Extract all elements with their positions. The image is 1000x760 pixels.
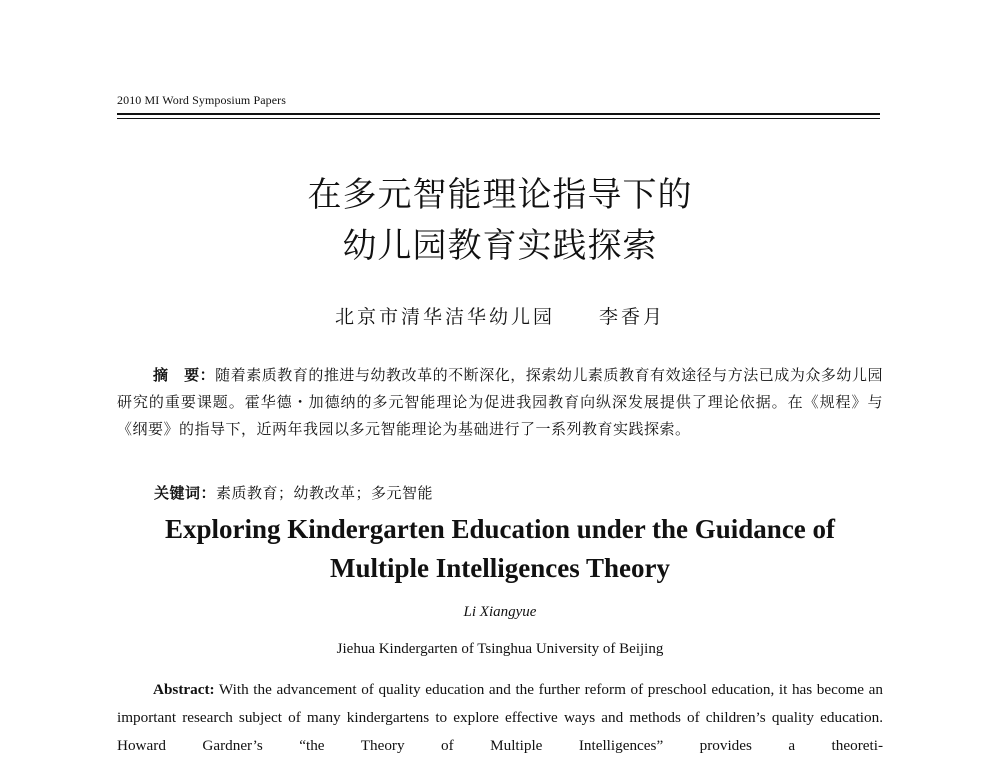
english-abstract	[117, 676, 883, 760]
english-abstract-label: Abstract:	[153, 681, 215, 698]
chinese-abstract	[117, 362, 883, 443]
header-rule-thick	[117, 113, 880, 115]
chinese-affiliation: 北京市清华洁华幼儿园	[334, 306, 555, 328]
chinese-keywords-text: 素质教育；幼教改革；多元智能	[216, 484, 434, 502]
chinese-title-line-1: 在多元智能理论指导下的	[307, 175, 693, 215]
english-affiliation: Jiehua Kindergarten of Tsinghua University of Beijing	[336, 641, 664, 657]
english-abstract-text: With the advancement of quality education and the further reform of preschool education, it has become an important research subject of many kindergartens to explore effective ways and methods of children’s quality education. Howard Gardner’s “the Theory of Multiple Intelligences” provides a theoreti-	[117, 681, 883, 754]
english-author: Li Xiangyue	[463, 604, 537, 620]
chinese-abstract-label: 摘 要：	[153, 366, 216, 384]
chinese-author: 李香月	[599, 306, 666, 328]
header-rule-thin	[117, 118, 880, 119]
chinese-byline	[0, 302, 1000, 329]
chinese-abstract-text: 随着素质教育的推进与幼教改革的不断深化，探索幼儿素质教育有效途径与方法已成为众多幼儿园研究的重要课题。霍华德・加德纳的多元智能理论为促进我园教育向纵深发展提供了理论依据。在《规程》与《纲要》的指导下，近两年我园以多元智能理论为基础进行了一系列教育实践探索。	[117, 366, 883, 438]
chinese-title-line-2: 幼儿园教育实践探索	[342, 226, 658, 266]
chinese-keywords-label: 关键词：	[154, 484, 217, 502]
english-title-line-2: Multiple Intelligences Theory	[330, 553, 670, 583]
running-header: 2010 MI Word Symposium Papers	[117, 93, 287, 107]
chinese-keywords	[154, 482, 433, 503]
english-title-line-1: Exploring Kindergarten Education under the Guidance of	[164, 514, 836, 544]
